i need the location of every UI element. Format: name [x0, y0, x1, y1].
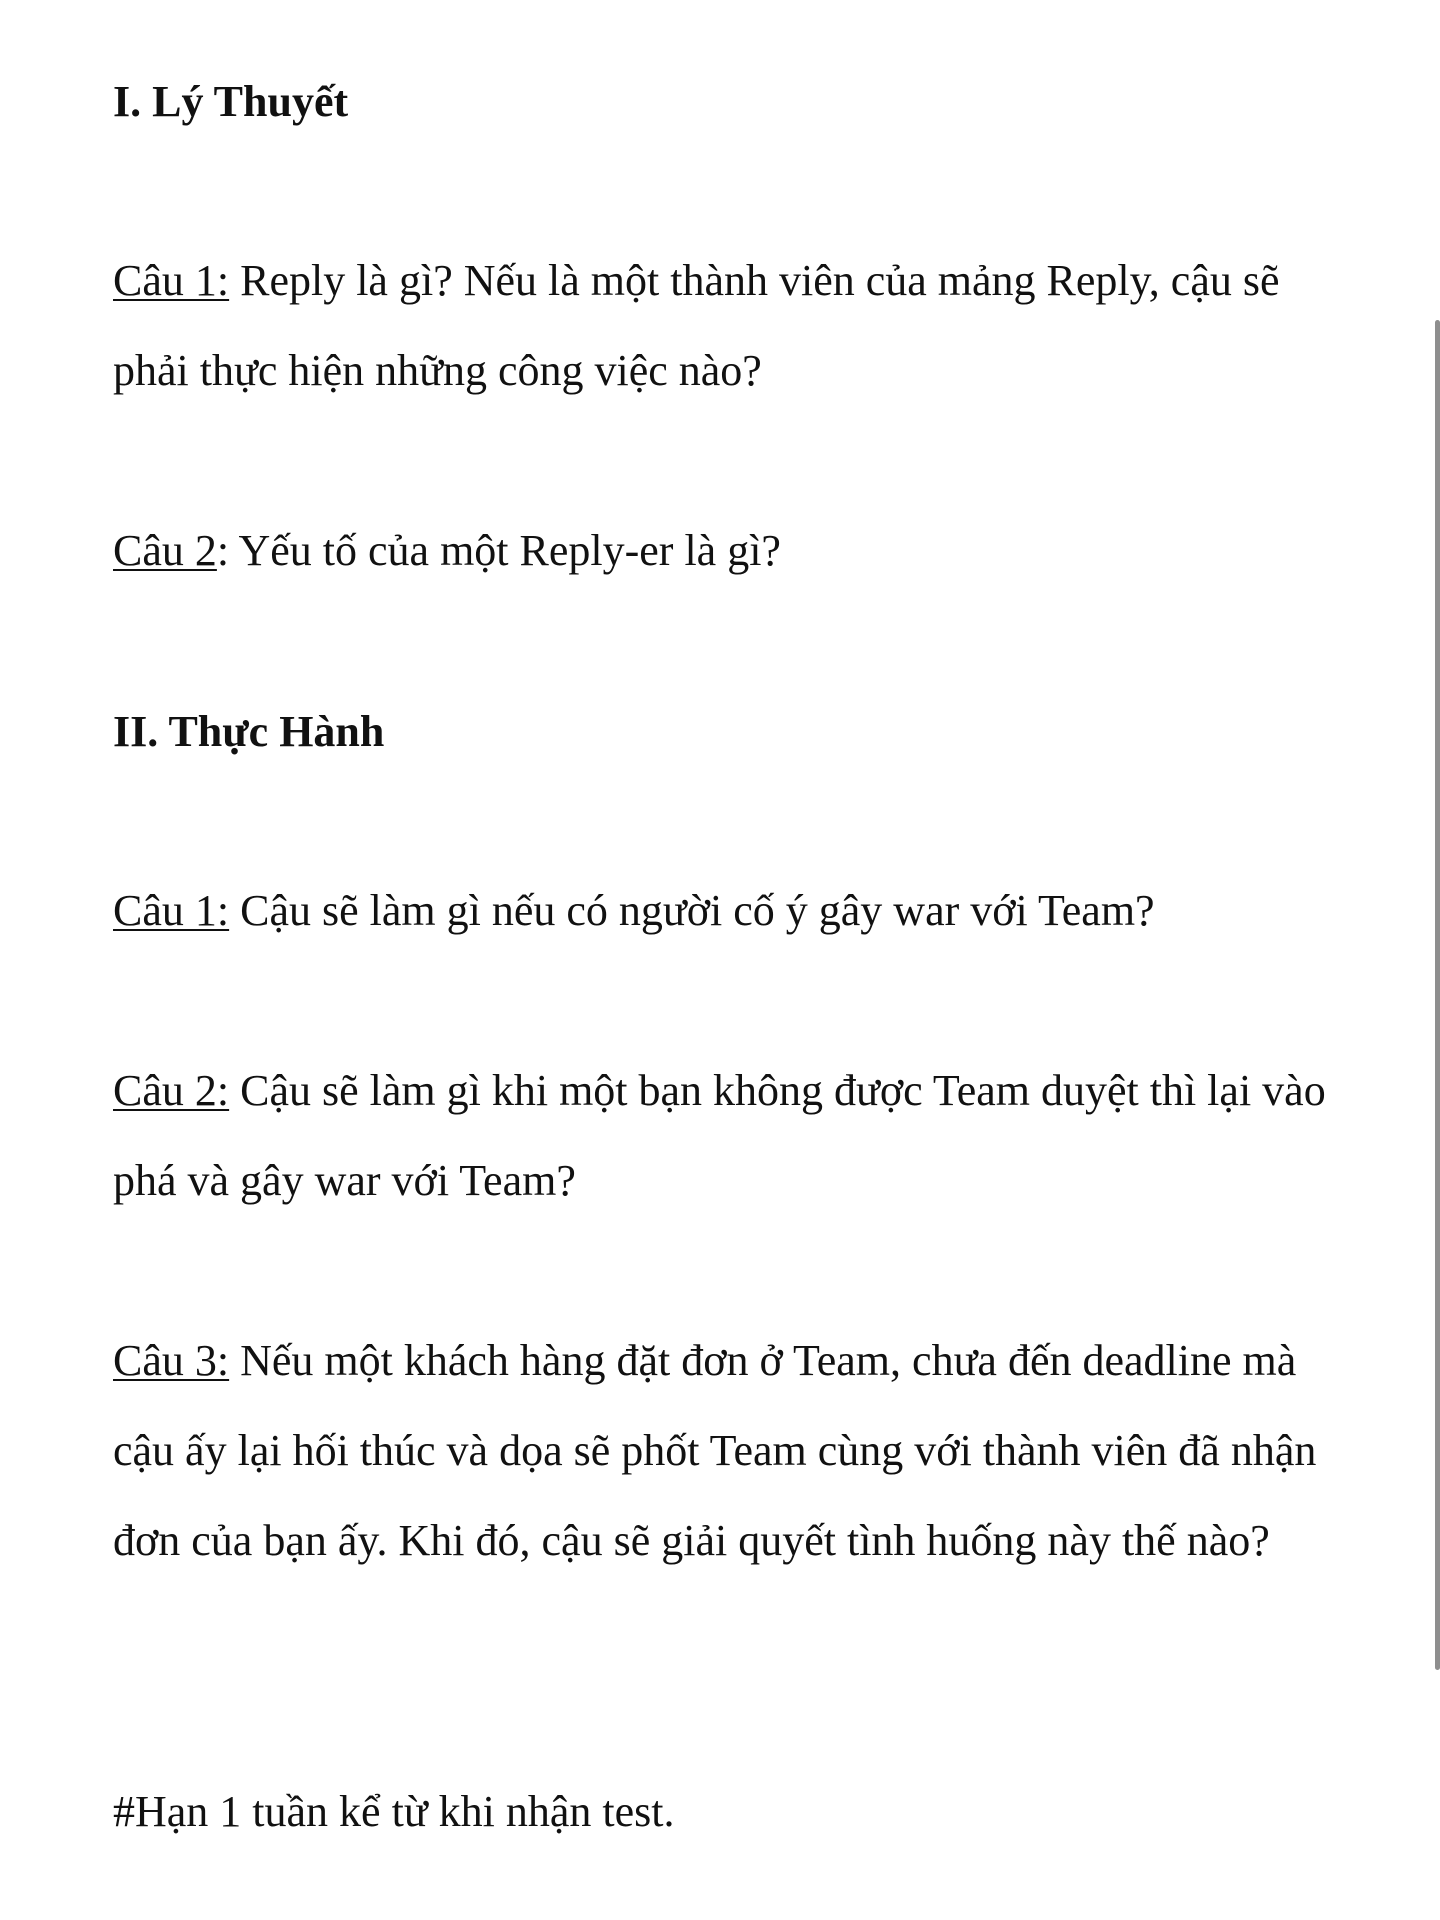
question-label: Câu 3: [113, 1336, 230, 1385]
question-label: Câu 2: [113, 1066, 230, 1115]
theory-question-2 [113, 506, 1343, 596]
question-text: Cậu sẽ làm gì nếu có người cố ý gây war với Team? [240, 886, 1155, 935]
question-text: Reply là gì? Nếu là một thành viên của mảng Reply, cậu sẽ phải thực hiện những công việc nào? [113, 256, 1280, 395]
question-text: Cậu sẽ làm gì khi một bạn không được Team duyệt thì lại vào phá và gây war với Team? [113, 1066, 1326, 1205]
practice-question-2 [113, 1046, 1343, 1226]
question-separator [229, 256, 240, 305]
theory-question-1 [113, 236, 1343, 416]
question-separator: : [216, 526, 239, 575]
practice-question-3 [113, 1316, 1343, 1586]
section-heading-practice: II. Thực Hành [113, 707, 385, 756]
question-separator [229, 1336, 240, 1385]
question-separator [229, 1066, 240, 1115]
question-label: Câu 1: [113, 256, 230, 305]
section-heading-theory: I. Lý Thuyết [113, 77, 349, 126]
question-separator [229, 886, 240, 935]
practice-question-1 [113, 866, 1343, 956]
question-label: Câu 1: [113, 886, 230, 935]
vertical-scrollbar[interactable] [1435, 320, 1440, 1670]
deadline-note: #Hạn 1 tuần kể từ khi nhận test. [113, 1787, 675, 1836]
question-text: Yếu tố của một Reply-er là gì? [238, 526, 781, 575]
question-text: Nếu một khách hàng đặt đơn ở Team, chưa đến deadline mà cậu ấy lại hối thúc và dọa sẽ phốt Team cùng với thành viên đã nhận đơn của bạn ấy. Khi đó, cậu sẽ giải quyết tình huống này thế nào? [113, 1336, 1317, 1565]
question-label: Câu 2 [113, 526, 217, 575]
